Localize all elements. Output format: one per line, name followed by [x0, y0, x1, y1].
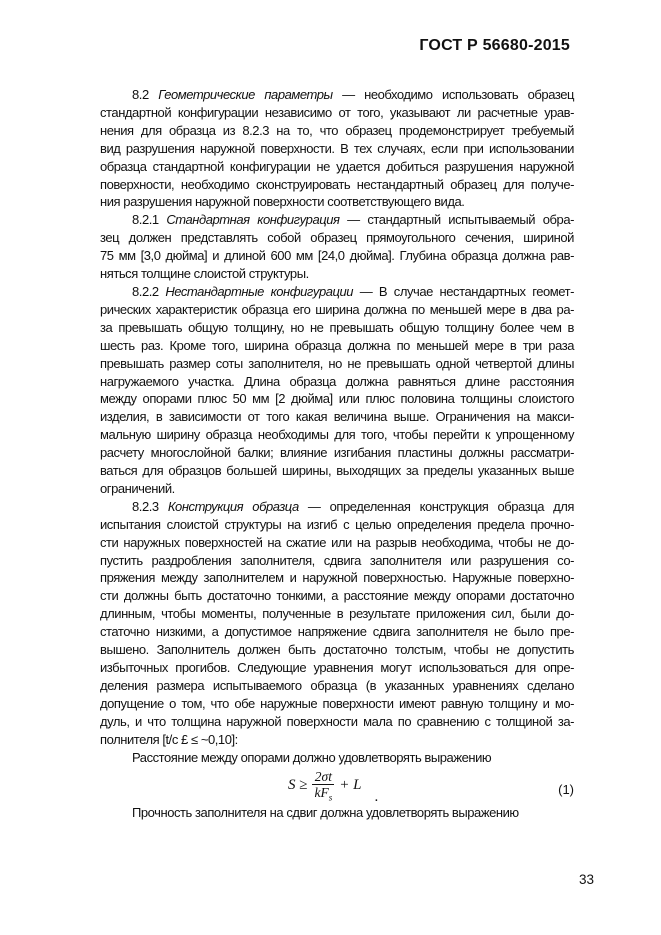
page-header	[0, 37, 570, 55]
text: пустить раздробления заполнителя, сдвига заполнителя или разрушения со-	[100, 552, 574, 568]
text: ния разрушения наружной поверхности соответствующего вида.	[100, 194, 465, 210]
text: 8.2.1	[132, 212, 167, 228]
formula-lhs: S ≥	[288, 777, 308, 794]
text-line	[100, 534, 574, 552]
text-line	[100, 390, 574, 408]
text: длинным, чтобы моменты, полученные в результате приложения сил, были до-	[100, 606, 574, 622]
text: вид разрушения наружной поверхности. В тех случаях, если при использовании	[100, 140, 574, 156]
text-line	[100, 283, 574, 301]
text: испытания слоистой структуры на изгиб с целью определения предела прочно-	[100, 516, 574, 532]
text-line	[100, 462, 574, 480]
text-line	[100, 713, 574, 731]
formula-denominator-subscript: s	[328, 793, 333, 804]
italic-text: Геометрические параметры	[158, 87, 333, 102]
text: 8.2	[132, 87, 159, 102]
text: — определенная конструкция образца для	[298, 498, 575, 514]
text: за превышать общую толщину, но не превышать общую толщину более чем в	[100, 319, 574, 335]
text: няться толщине слоистой структуры.	[100, 266, 309, 282]
text-line	[100, 247, 574, 265]
paragraph	[100, 211, 574, 283]
formula-denominator-base: kF	[314, 785, 329, 801]
text-line	[100, 229, 574, 247]
text-line	[100, 373, 574, 391]
text: стандартной конфигурации независимо от того, указывают ли расчетные урав-	[100, 104, 574, 120]
text: избыточных прогибов. Следующие уравнения могут использоваться для опре-	[100, 660, 574, 675]
page-number: 33	[578, 872, 594, 887]
italic-text: Стандартная конфигурация	[166, 212, 340, 228]
text: ваться для образцов большей ширины, выходящих за пределы указанных выше	[100, 463, 574, 479]
document-body	[100, 86, 574, 822]
text: сти наружных поверхностей на сжатие или на разрыв необходима, чтобы не до-	[100, 534, 574, 550]
text-line	[100, 211, 574, 229]
text: Прочность заполнителя на сдвиг должна удовлетворять выражению	[132, 805, 519, 821]
text: превышать размер соты заполнителя, но не превышать одной четвертой длины	[100, 355, 574, 371]
text: рических характеристик образца его ширина должна по меньшей мере в два ра-	[100, 301, 574, 317]
text-line	[100, 569, 574, 587]
text: расчету многослойной балки; влияние изгибания пластины должны рассматри-	[100, 445, 574, 461]
text: вышено. Заполнитель должен быть достаточно толстым, чтобы не допустить	[100, 642, 574, 658]
text-line	[100, 749, 574, 767]
text-line	[100, 140, 574, 158]
text: полнителя [t/c £ ≤ ~0,10]:	[100, 731, 238, 747]
text: дуль, и что толщина наружной поверхности мала по сравнению с толщиной за-	[100, 713, 574, 729]
text-line	[100, 552, 574, 570]
text: нения для образца из 8.2.3 на то, что образец продемонстрирует требуемый	[100, 122, 574, 138]
document-paragraphs	[100, 86, 574, 766]
text: пряжения между заполнителем и наружной поверхностью. Наружные поверхно-	[100, 570, 574, 586]
text-line	[100, 587, 574, 605]
formula-numerator: 2σt	[314, 769, 332, 785]
text-line	[100, 176, 574, 194]
text: — В случае нестандартных геомет-	[353, 283, 574, 299]
text: сти должны быть достаточно тонкими, а расстояние между опорами достаточно	[100, 588, 574, 604]
text: 8.2.2	[132, 283, 166, 299]
paragraph	[100, 498, 574, 749]
text-line	[100, 480, 574, 498]
text: поверхности, необходимо сконструировать нестандартный образец для получе-	[100, 176, 574, 192]
text: зец должен представлять собой образец прямоугольного сечения, шириной	[100, 230, 574, 246]
text: Расстояние между опорами должно удовлетворять выражению	[132, 749, 492, 765]
text-line	[100, 319, 574, 337]
text-line	[100, 408, 574, 426]
equation-number: (1)	[558, 782, 574, 798]
text: нагружаемого участка. Длина образца должна равняться длине расстояния	[100, 373, 574, 389]
text-line	[100, 623, 574, 641]
text: изделия, в зависимости от того какая величина выше. Ограничения на макси-	[100, 409, 574, 425]
text: шесть раз. Кроме того, ширина образца должна по меньшей мере в три раза	[100, 337, 574, 353]
text-line	[100, 677, 574, 695]
text: 8.2.3	[132, 498, 168, 514]
text: между опорами плюс 50 мм [2 дюйма] или плюс половина толщины слоистого	[100, 391, 574, 407]
standard-number: ГОСТ Р 56680-2015	[419, 37, 570, 54]
text-line	[100, 659, 574, 677]
formula-tail: + L	[339, 777, 362, 794]
paragraph	[100, 86, 574, 211]
text: статочно низкими, а допустимое напряжение сдвига заполнителя не было пре-	[100, 624, 574, 640]
text-line	[100, 86, 574, 104]
text-line	[100, 731, 574, 749]
formula-period: .	[374, 789, 379, 806]
italic-text: Нестандартные конфигурации	[165, 283, 354, 299]
document-paragraphs-after	[100, 804, 574, 822]
paragraph	[100, 283, 574, 498]
text-line	[100, 695, 574, 713]
text-line	[100, 193, 574, 211]
text-line	[100, 337, 574, 355]
text-line	[100, 605, 574, 623]
text-line	[100, 104, 574, 122]
text: 75 мм [3,0 дюйма] и длиной 600 мм [24,0 дюйма]. Глубина образца должна рав-	[100, 248, 574, 264]
text-line	[100, 498, 574, 516]
text: мальную ширину образца необходимы для того, чтобы перейти к упрощенному	[100, 427, 574, 443]
text: образца стандартной конфигурации не удается добиться разрушения наружной	[100, 158, 574, 174]
text-line	[100, 641, 574, 659]
text: — стандартный испытываемый обра-	[339, 212, 574, 228]
text-line	[100, 426, 574, 444]
paragraph	[100, 749, 574, 767]
formula-1	[288, 769, 379, 806]
formula-denominator	[312, 784, 334, 803]
text-line	[100, 355, 574, 373]
text: — необходимо использовать образец	[332, 87, 574, 102]
formula-fraction	[312, 769, 334, 803]
text: допущение о том, что обе наружные поверхности имеют равную толщину и мо-	[100, 695, 574, 711]
paragraph	[100, 804, 574, 822]
text-line	[100, 516, 574, 534]
text-line	[100, 122, 574, 140]
italic-text: Конструкция образца	[167, 498, 299, 514]
text-line	[100, 301, 574, 319]
text: ограничений.	[100, 480, 175, 496]
text: деления размера испытываемого образца (в указанных уравнениях сделано	[100, 677, 574, 693]
text-line	[100, 804, 574, 822]
text-line	[100, 265, 574, 283]
formula-row	[100, 766, 574, 804]
text-line	[100, 444, 574, 462]
text-line	[100, 158, 574, 176]
